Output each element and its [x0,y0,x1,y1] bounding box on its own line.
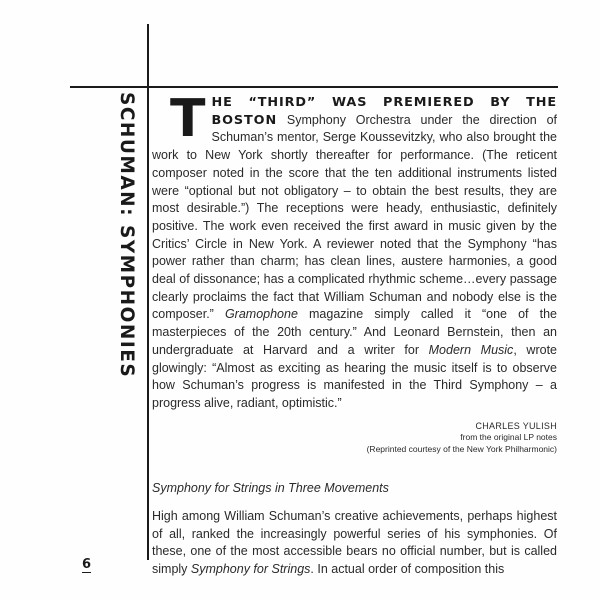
lead-caps-text: HE “THIRD” WAS PREMIERED BY THE BOSTON [211,95,557,128]
drop-cap: T [170,89,206,149]
vertical-rule [147,24,149,560]
second-paragraph-text-2: . In actual order of composition this [310,561,505,576]
attribution-credit: (Reprinted courtesy of the New York Philharmonic) [366,443,557,454]
attribution-author: CHARLES YULISH [475,420,557,431]
horizontal-rule [70,86,558,88]
gramophone-title: Gramophone [224,307,298,322]
lead-paragraph-text-2: magazine simply called it “one of the masterpieces of the 20th century.” And Leonard Bernstein, then an undergraduate at Harvard and a writer for [152,307,557,357]
page-number: 6 [82,557,92,572]
lead-paragraph-text-3: , wrote glowingly: “Almost as exciting as hearing the music itself is to observe how Schuman’s progress is manifested in the Third Symphony – a progress alive, radiant, optimistic.” [152,342,557,410]
attribution [152,421,557,456]
lead-paragraph-text-1: Symphony Orchestra under the direction of Schuman’s mentor, Serge Koussevitzky, who also brought the work to New York shortly thereafter for performance. (The reticent composer noted in the score that the ten additional instruments listed were “optional but not obligatory – to obtain the best results, they are most desirable.”) The receptions were heady, enthusiastic, definitely positive. The work even received the first award in music given by the Critics’ Circle in New York. A reviewer noted that the Symphony “has power rather than charm; has clean lines, austere harmonies, a good deal of dissonance; has a complicated rhythmic scheme…every passage clearly proclaims the fact that William Schuman and nobody else is the composer.” [152,112,557,322]
attribution-source: from the original LP notes [460,432,557,443]
second-paragraph-text-1: High among William Schuman’s creative achievements, perhaps highest of all, ranked the increasingly powerful series of his symphonies. Of these, one of the most accessible bears no official number, but is called simply [152,508,557,576]
lead-paragraph [152,89,557,413]
article-body [152,89,557,579]
section-heading: Symphony for Strings in Three Movements [152,481,389,496]
second-paragraph [152,508,557,579]
sidebar-title: SCHUMAN: SYMPHONIES [116,92,137,379]
modern-music-title: Modern Music [428,342,514,357]
symphony-for-strings-title: Symphony for Strings [190,561,311,576]
